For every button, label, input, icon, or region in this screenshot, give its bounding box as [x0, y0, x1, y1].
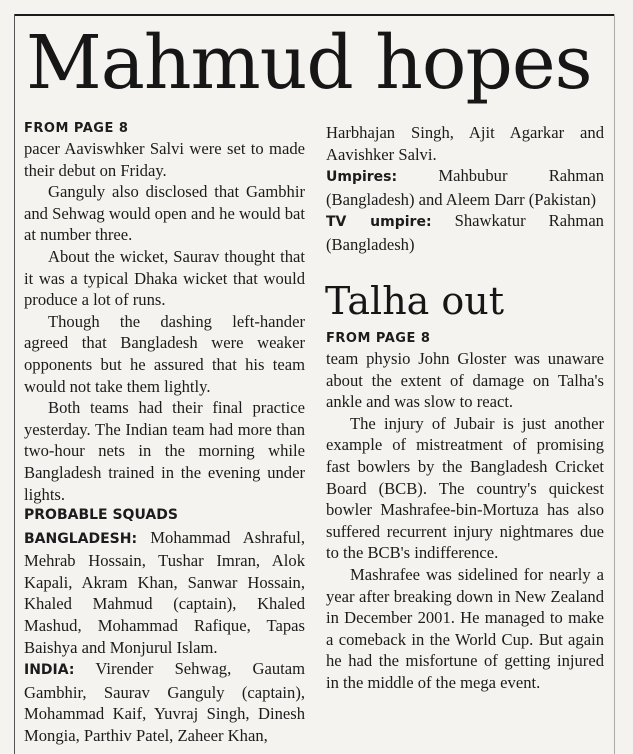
india-squad	[24, 658, 305, 746]
article1-left-column	[24, 122, 305, 747]
article1-right-column	[326, 122, 604, 256]
umpires-label: Umpires:	[326, 169, 398, 186]
left-column-rule	[14, 14, 15, 754]
umpires	[326, 165, 604, 210]
bangladesh-squad	[24, 527, 305, 659]
article1-paragraph: Ganguly also disclosed that Gambhir and Sehwag would open and he would bat at number three.	[24, 182, 305, 245]
article1-paragraph: About the wicket, Saurav thought that it was a typical Dhaka wicket that would produce a lot of runs.	[24, 246, 305, 310]
tv-umpire-label: TV umpire:	[326, 214, 432, 231]
article2-kicker: FROM PAGE 8	[326, 331, 431, 346]
article2-paragraph: team physio John Gloster was unaware about the extent of damage on Talha's ankle and was slow to react.	[326, 349, 604, 412]
article2-paragraph: The injury of Jubair is just another example of mistreatment of promising fast bowlers by the Bangladesh Cricket Board (BCB). The country's quickest bowler Mashrafee-bin-Mortuza has also suffered recurrent injury nightmares due to the BCB's indifference.	[326, 413, 604, 563]
squads-heading: PROBABLE SQUADS	[24, 507, 178, 524]
tv-umpire-name: Shawkatur Rahman (Bangladesh)	[326, 211, 604, 254]
india-players-continued: Harbhajan Singh, Ajit Agarkar and Aavishker Salvi.	[326, 123, 604, 164]
tv-umpire	[326, 210, 604, 255]
top-rule	[14, 14, 615, 16]
article2-column	[326, 332, 604, 694]
right-column-rule	[614, 14, 615, 754]
article1-paragraph: Both teams had their final practice yesterday. The Indian team had more than two-hour nets in the morning while Bangladesh trained in the evening under lights.	[24, 398, 305, 504]
talha-headline: Talha out	[325, 279, 505, 323]
bangladesh-label: BANGLADESH:	[24, 530, 138, 547]
india-players: Virender Sehwag, Gautam Gambhir, Saurav Ganguly (captain), Mohammad Kaif, Yuvraj Singh, Dinesh Mongia, Parthiv Patel, Zaheer Khan,	[24, 659, 305, 746]
article1-paragraph: pacer Aaviswhker Salvi were set to made their debut on Friday.	[24, 139, 305, 180]
article1-kicker: FROM PAGE 8	[24, 121, 129, 136]
india-label: INDIA:	[24, 662, 75, 679]
bangladesh-players: Mohammad Ashraful, Mehrab Hossain, Tushar Imran, Alok Kapali, Akram Khan, Sanwar Hossain, Khaled Mahmud (captain), Khaled Mashud, Mohammad Rafique, Tapas Baishya and Monjurul Islam.	[24, 527, 305, 657]
article2-paragraph: Mashrafee was sidelined for nearly a year after breaking down in New Zealand in December 2001. He managed to make a comeback in the World Cup. But again he had the misfortune of getting injured in the middle of the mega event.	[326, 564, 604, 692]
main-headline: Mahmud hopes	[26, 20, 592, 106]
umpires-names: Mahbubur Rahman (Bangladesh) and Aleem Darr (Pakistan)	[326, 166, 604, 209]
article1-paragraph: Though the dashing left-hander agreed that Bangladesh were weaker opponents but he assured that his team would not take them lightly.	[24, 311, 305, 396]
